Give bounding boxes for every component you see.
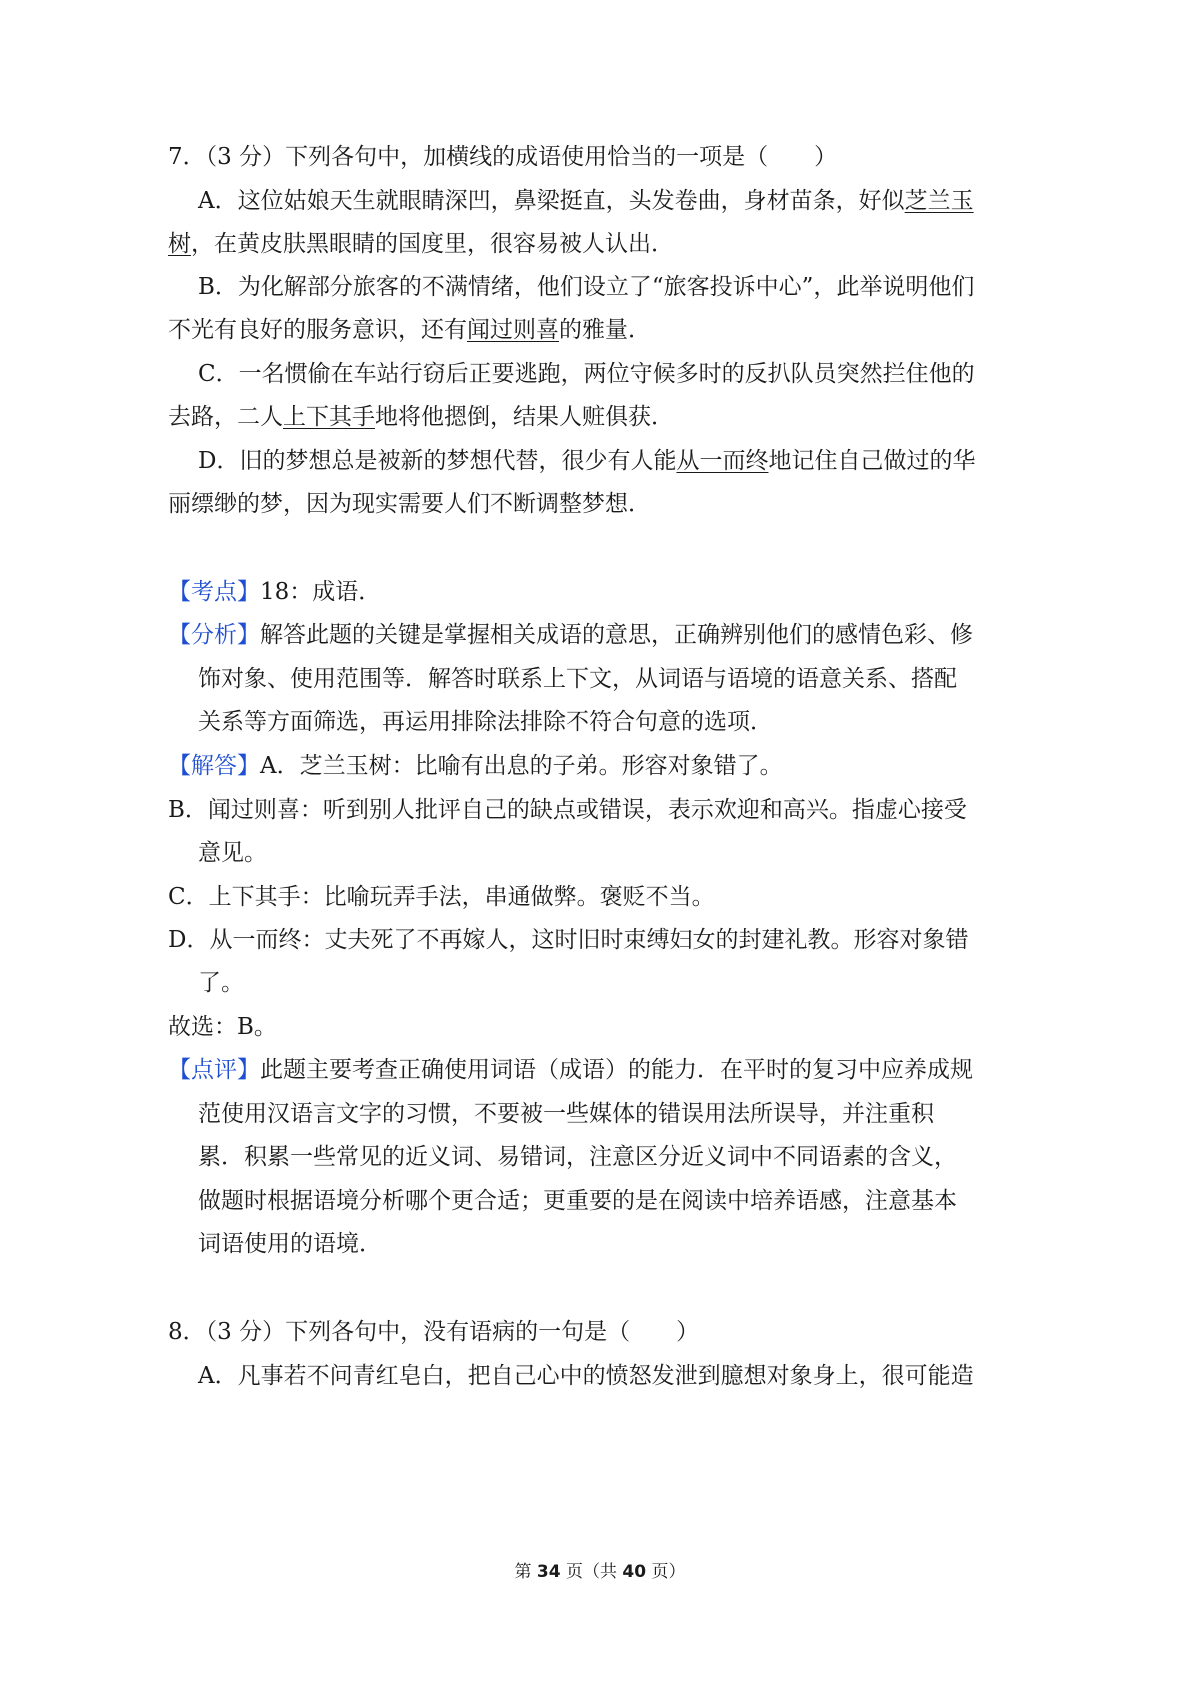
underlined-idiom: 芝兰玉 xyxy=(904,188,974,214)
q7-option-d-text: 地记住自己做过的华 xyxy=(768,448,976,474)
kaodian-text: 18：成语． xyxy=(260,579,382,605)
q7-option-d-line2: 丽缥缈的梦，因为现实需要人们不断调整梦想． xyxy=(168,491,651,517)
dianping-tag: 【点评】 xyxy=(168,1057,260,1083)
jieda-line-b2: 意见。 xyxy=(198,840,267,866)
footer-total-pages: 40 xyxy=(622,1562,647,1582)
underlined-idiom: 从一而终 xyxy=(676,448,769,474)
jieda-line-d1: D．从一而终：丈夫死了不再嫁人，这时旧时束缚妇女的封建礼教。形容对象错 xyxy=(168,927,969,953)
fenxi-tag: 【分析】 xyxy=(168,622,260,648)
fenxi-line1 xyxy=(168,620,973,650)
q8-option-a-line1: A．凡事若不问青红皂白，把自己心中的愤怒发泄到臆想对象身上，很可能造 xyxy=(198,1363,974,1389)
dianping-text: 此题主要考查正确使用词语（成语）的能力．在平时的复习中应养成规 xyxy=(260,1057,973,1083)
q8-stem: 8．（3 分）下列各句中，没有语病的一句是（ ） xyxy=(168,1319,700,1345)
dianping-line4: 做题时根据语境分析哪个更合适；更重要的是在阅读中培养语感，注意基本 xyxy=(198,1188,957,1214)
q7-option-a-text: A．这位姑娘天生就眼睛深凹，鼻梁挺直，头发卷曲，身材苗条，好似 xyxy=(198,188,905,214)
footer-pre: 第 xyxy=(514,1562,537,1582)
fenxi-text: 解答此题的关键是掌握相关成语的意思，正确辨别他们的感情色彩、修 xyxy=(260,622,973,648)
q7-option-d-text: D．旧的梦想总是被新的梦想代替，很少有人能 xyxy=(198,448,677,474)
q7-option-c-line1: C．一名惯偷在车站行窃后正要逃跑，两位守候多时的反扒队员突然拦住他的 xyxy=(198,361,975,387)
underlined-idiom: 树 xyxy=(168,231,191,257)
q7-option-b-text: 的雅量． xyxy=(559,317,651,343)
q7-option-a-line2 xyxy=(168,229,674,259)
page-footer xyxy=(0,1560,1200,1584)
jieda-line-c: C．上下其手：比喻玩弄手法，串通做弊。褒贬不当。 xyxy=(168,884,715,910)
kaodian-tag: 【考点】 xyxy=(168,579,260,605)
jieda-text: A．芝兰玉树：比喻有出息的子弟。形容对象错了。 xyxy=(260,753,783,779)
footer-page-number: 34 xyxy=(536,1562,561,1582)
jieda-line-d2: 了。 xyxy=(198,970,244,996)
q7-option-c-line2 xyxy=(168,402,674,432)
dianping-line5: 词语使用的语境． xyxy=(198,1231,382,1257)
jieda-line-a xyxy=(168,751,783,781)
q7-option-b-line2 xyxy=(168,315,651,345)
q7-option-d-line1 xyxy=(198,446,975,476)
dianping-line2: 范使用汉语言文字的习惯，不要被一些媒体的错误用法所误导，并注重积 xyxy=(198,1101,934,1127)
jieda-answer: 故选：B。 xyxy=(168,1014,277,1040)
kaodian-line xyxy=(168,577,381,607)
underlined-idiom: 闻过则喜 xyxy=(467,317,559,343)
q7-option-b-text: 不光有良好的服务意识，还有 xyxy=(168,317,467,343)
q7-option-a-text: ，在黄皮肤黑眼睛的国度里，很容易被人认出． xyxy=(191,231,674,257)
q7-option-a-line1 xyxy=(198,186,974,216)
jieda-tag: 【解答】 xyxy=(168,753,260,779)
q7-option-c-text: 去路，二人 xyxy=(168,404,283,430)
underlined-idiom: 上下其手 xyxy=(283,404,375,430)
dianping-line1 xyxy=(168,1055,973,1085)
footer-post: 页） xyxy=(646,1562,686,1582)
fenxi-line3: 关系等方面筛选，再运用排除法排除不符合句意的选项． xyxy=(198,709,773,735)
q7-option-b-line1: B．为化解部分旅客的不满情绪，他们设立了“旅客投诉中心”，此举说明他们 xyxy=(198,274,975,300)
fenxi-line2: 饰对象、使用范围等．解答时联系上下文，从词语与语境的语意关系、搭配 xyxy=(198,666,957,692)
jieda-line-b1: B．闻过则喜：听到别人批评自己的缺点或错误，表示欢迎和高兴。指虚心接受 xyxy=(168,797,967,823)
q7-stem: 7．（3 分）下列各句中，加横线的成语使用恰当的一项是（ ） xyxy=(168,144,838,170)
dianping-line3: 累．积累一些常见的近义词、易错词，注意区分近义词中不同语素的含义， xyxy=(198,1144,957,1170)
footer-mid: 页（共 xyxy=(560,1562,623,1582)
q7-option-c-text: 地将他摁倒，结果人赃俱获． xyxy=(375,404,674,430)
